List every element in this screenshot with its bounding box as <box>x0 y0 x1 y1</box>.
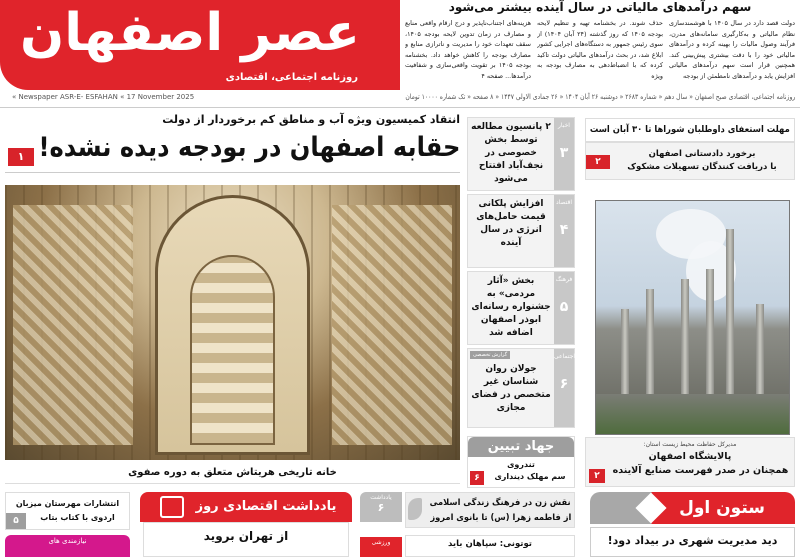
report-label: گزارش تخصصی <box>470 351 510 359</box>
page-badge: ۱ <box>8 148 34 166</box>
section-tab: اجتماعی ۶ <box>554 349 574 427</box>
mehrestan-line2: اردوی با کتاب بتاب <box>40 513 115 522</box>
index-item-text: جولان روان شناسان غیر متخصص در فضای مجازی <box>471 364 551 413</box>
index-item-text: افزایش پلکانی قیمت حامل‌های انرژی در سال آینده <box>476 199 546 248</box>
econ-note-header[interactable]: یادداشت اقتصادی روز <box>140 492 352 522</box>
jahad-tabyin-box[interactable] <box>467 436 575 488</box>
caption-kicker: مدیرکل حفاظت محیط زیست استان: <box>643 441 737 448</box>
women-role-story[interactable] <box>405 492 575 528</box>
photo-inner-arch <box>190 255 275 445</box>
newspaper-logo: عصر اصفهان <box>20 3 360 63</box>
first-column-header[interactable]: ستون اول <box>590 492 795 524</box>
note-tab-label: یادداشت <box>370 494 392 501</box>
top-story-col-2: حذف شوند. در بخشنامه تهیه و تنظیم لایحه بودجه ۱۴۰۵ که روز گذشته (۲۴ آبان ۱۴۰۴) از سوی رئیس جمهور به دستگاه‌های اجرایی کشور ابلاغ شد، در بحث درآمدهای مالیاتی دولت تاکید کرده که با انضباط‌دهی به مصارف بودجه به ویژه <box>537 19 663 80</box>
prosecutor-line2: با دریافت کنندگان تسهیلات مشکوک <box>627 162 777 172</box>
toutouni-story[interactable]: توتونی: سپاهان باید <box>405 535 575 557</box>
page-badge: ۵ <box>6 513 26 529</box>
page-badge: ۲ <box>589 469 605 483</box>
photo-chimney <box>621 309 629 399</box>
lead-photo-caption: خانه تاریخی هریتاش متعلق به دوره صفوی <box>5 462 460 484</box>
top-story-col-3: هزینه‌های اجتناب‌ناپذیر و درج ارقام واقعی منابع و مصارف در زمان تدوین لایحه بودجه ۱۴۰۵، سقف تعهدات خود را مدیریت و ناترازی منابع و مصارف بودجه را کاهش خواهد داد. بخشنامه بودجه ۱۴۰۵ بر تقویت واقعی‌سازی و شفافیت درآمدها... صفحه ۴ <box>405 19 531 80</box>
lead-kicker: انتقاد کمیسیون ویژه آب و مناطق کم برخوردار از دولت <box>162 113 460 126</box>
section-tab: فرهنگ ۵ <box>554 272 574 344</box>
photo-wall-right <box>332 205 452 445</box>
top-story-headline[interactable]: سهم درآمدهای مالیاتی در سال آینده بیشتر می‌شود <box>448 0 752 14</box>
notepad-icon <box>160 496 184 518</box>
note-tab-page: ۶ <box>377 501 385 514</box>
women-line1: نقش زن در فرهنگ زندگی اسلامی <box>430 498 571 508</box>
jahad-title: جهاد تبیین <box>468 437 574 457</box>
page-badge: ۶ <box>470 471 484 485</box>
newspaper-subtitle: روزنامه اجتماعی، اقتصادی <box>225 72 358 83</box>
photo-chimney <box>756 304 764 399</box>
lead-photo-historic-house <box>5 185 460 460</box>
index-column <box>467 117 575 431</box>
photo-chimney <box>681 279 689 399</box>
index-item-text: ۲ پانسیون مطالعه توسط بخش خصوصی در نجف‌آباد افتتاح می‌شود <box>471 122 551 184</box>
date-persian: روزنامه اجتماعی، اقتصادی صبح اصفهان « سال دهم « شماره ۲۶۸۳ « دوشنبه ۲۶ آبان ۱۴۰۴ « ۲۶ جمادی الاولی ۱۴۴۷ « ۸ صفحه « تک شماره ۱۰۰۰۰ تومان <box>405 93 795 101</box>
date-english: « Newspaper ASR-E- ESFAHAN « 17 November 2025 <box>12 93 195 101</box>
divider <box>5 172 460 173</box>
caption-line2: همچنان در صدر فهرست صنایع آلاینده <box>612 465 789 476</box>
refinery-photo <box>595 200 790 435</box>
classifieds-box[interactable]: نیازمندی های <box>5 535 130 557</box>
section-tab: اخبار ۳ <box>554 118 574 190</box>
photo-ground <box>596 394 790 434</box>
index-item[interactable] <box>467 117 575 191</box>
council-deadline-headline[interactable]: مهلت استعفای داوطلبان شوراها تا ۳۰ آبان است <box>585 118 795 142</box>
section-tab: اقتصاد ۴ <box>554 195 574 267</box>
jahad-line2: سم مهلک دینداری <box>494 472 566 481</box>
photo-chimney <box>726 229 734 399</box>
prosecutor-line1: برخورد دادستانی اصفهان <box>648 149 756 159</box>
index-item[interactable] <box>467 194 575 268</box>
mehrestan-line1: انتشارات مهرستان میزبان <box>15 499 120 508</box>
masthead <box>0 0 400 90</box>
women-line2: از فاطمه زهرا (س) تا بانوی امروز <box>429 513 571 523</box>
jahad-line1: تندروی <box>507 460 535 469</box>
photo-chimney <box>646 289 654 399</box>
caption-line1: پالایشگاه اصفهان <box>648 451 732 462</box>
index-item[interactable] <box>467 271 575 345</box>
refinery-caption[interactable] <box>585 437 795 487</box>
top-story-columns <box>405 18 795 84</box>
lead-headline[interactable]: حقابه اصفهان در بودجه دیده نشده! <box>38 132 460 163</box>
right-column <box>585 118 795 180</box>
first-column-headline[interactable]: دید مدیریت شهری در بیداد دود! <box>590 527 795 557</box>
photo-chimney <box>706 269 714 399</box>
page-badge: ۲ <box>586 155 610 169</box>
note-tab <box>360 492 402 522</box>
econ-note-headline[interactable]: از تهران بروید <box>143 522 349 557</box>
photo-wall-left <box>13 205 133 445</box>
prosecutor-story[interactable] <box>585 142 795 180</box>
top-story-col-1: دولت قصد دارد در سال ۱۴۰۵ با هوشمندسازی نظام مالیاتی و به‌کارگیری سامانه‌های مدرن، فرآیند وصول مالیات را بهینه کرده و درآمدهای مالیاتی خود را با دقت بیشتری پیش‌بینی کند. همچنین قرار است سهم درآمدهای مالیاتی افزایش یابد و درآمدهای نامطمئن از بودجه <box>669 19 795 80</box>
divider <box>0 107 800 108</box>
mehrestan-box[interactable] <box>5 492 130 530</box>
index-item[interactable] <box>467 348 575 428</box>
sport-tab: ورزشی <box>360 537 402 557</box>
index-item-text: بخش «آثار مردمی» به جشنواره رسانه‌ای ابوذر اصفهان اضافه شد <box>471 276 551 338</box>
